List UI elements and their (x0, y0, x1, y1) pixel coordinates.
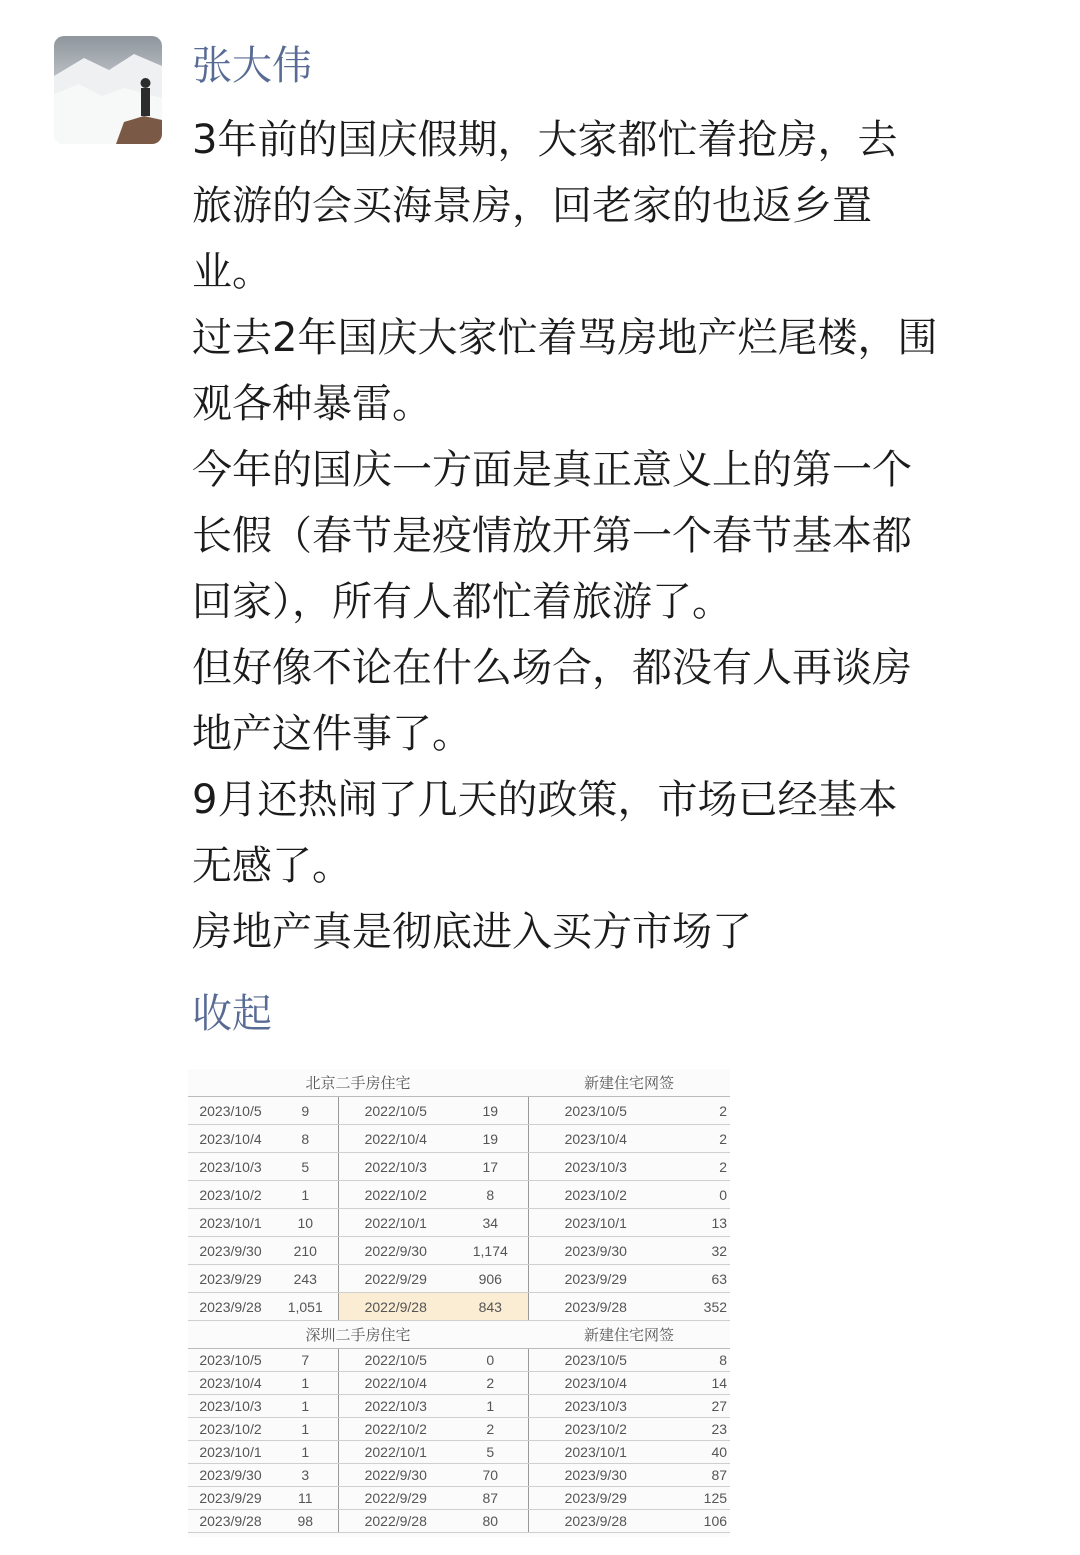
table-cell: 2023/10/5 (188, 1349, 273, 1372)
data-table (188, 1069, 730, 1533)
table-cell: 2 (663, 1125, 730, 1153)
post-line: 今年的国庆一方面是真正意义上的第一个 (192, 447, 912, 493)
table-cell: 19 (453, 1097, 528, 1125)
table-cell: 2022/10/4 (338, 1125, 453, 1153)
table-row (188, 1349, 730, 1372)
table-row (188, 1237, 730, 1265)
table-cell: 2022/10/4 (338, 1372, 453, 1395)
table-cell: 2023/9/30 (528, 1237, 663, 1265)
table-title: 新建住宅网签 (528, 1069, 730, 1097)
table-cell: 2023/9/29 (528, 1265, 663, 1293)
table-cell: 70 (453, 1464, 528, 1487)
table-cell: 2 (453, 1418, 528, 1441)
table-cell: 40 (663, 1441, 730, 1464)
table-title: 北京二手房住宅 (188, 1069, 528, 1097)
post-line: 回家），所有人都忙着旅游了。 (192, 579, 732, 625)
table-cell: 32 (663, 1237, 730, 1265)
table-cell: 14 (663, 1372, 730, 1395)
table-row (188, 1464, 730, 1487)
post-line: 地产这件事了。 (192, 711, 472, 757)
table-cell: 3 (273, 1464, 338, 1487)
table-row (188, 1153, 730, 1181)
table-cell: 1 (273, 1418, 338, 1441)
table-cell: 2 (663, 1153, 730, 1181)
table-cell: 2023/10/4 (528, 1372, 663, 1395)
avatar-image (54, 36, 162, 144)
table-cell: 906 (453, 1265, 528, 1293)
avatar[interactable] (54, 36, 162, 144)
table-cell: 5 (453, 1441, 528, 1464)
table-header-row (188, 1321, 730, 1349)
table-cell: 2023/10/5 (188, 1097, 273, 1125)
post-line: 长假（春节是疫情放开第一个春节基本都 (192, 513, 912, 559)
table-row (188, 1487, 730, 1510)
table-cell: 5 (273, 1153, 338, 1181)
table-cell: 2023/10/1 (188, 1209, 273, 1237)
table-cell: 2023/9/30 (188, 1464, 273, 1487)
table-cell: 2023/10/3 (528, 1153, 663, 1181)
table-cell: 2023/9/29 (188, 1487, 273, 1510)
table-row (188, 1209, 730, 1237)
table-cell: 210 (273, 1237, 338, 1265)
post-line: 业。 (192, 249, 272, 295)
table-row (188, 1265, 730, 1293)
table-cell: 2023/10/4 (188, 1372, 273, 1395)
table-row (188, 1418, 730, 1441)
table-cell: 2022/9/30 (338, 1237, 453, 1265)
table-cell: 0 (453, 1349, 528, 1372)
table-cell: 2023/10/3 (528, 1395, 663, 1418)
table-cell: 2022/9/29 (338, 1265, 453, 1293)
table-cell: 2023/10/2 (528, 1181, 663, 1209)
table-cell: 2023/10/3 (188, 1153, 273, 1181)
table-cell: 843 (453, 1293, 528, 1321)
table-cell: 2022/10/3 (338, 1153, 453, 1181)
table-cell: 2022/9/30 (338, 1464, 453, 1487)
table-cell: 34 (453, 1209, 528, 1237)
table-cell: 2023/10/1 (188, 1441, 273, 1464)
table-cell: 2023/10/2 (528, 1418, 663, 1441)
table-row (188, 1293, 730, 1321)
table-cell: 1 (273, 1395, 338, 1418)
table-cell: 243 (273, 1265, 338, 1293)
post-line: 观各种暴雷。 (192, 381, 432, 427)
table-cell: 2022/9/28 (338, 1293, 453, 1321)
table-cell: 352 (663, 1293, 730, 1321)
table-cell: 2023/10/3 (188, 1395, 273, 1418)
table-cell: 106 (663, 1510, 730, 1533)
table-cell: 0 (663, 1181, 730, 1209)
table-row (188, 1395, 730, 1418)
table-cell: 2 (663, 1097, 730, 1125)
table-cell: 19 (453, 1125, 528, 1153)
attached-image[interactable] (188, 1069, 730, 1537)
table-cell: 2023/9/30 (528, 1464, 663, 1487)
table-cell: 2022/9/28 (338, 1510, 453, 1533)
post-line: 9月还热闹了几天的政策，市场已经基本 (192, 777, 898, 823)
table-cell: 27 (663, 1395, 730, 1418)
table-cell: 98 (273, 1510, 338, 1533)
table-cell: 125 (663, 1487, 730, 1510)
table-cell: 2023/10/5 (528, 1097, 663, 1125)
table-title: 深圳二手房住宅 (188, 1321, 528, 1349)
post-line: 旅游的会买海景房，回老家的也返乡置 (192, 183, 872, 229)
table-cell: 2022/10/5 (338, 1349, 453, 1372)
table-cell: 2023/9/29 (528, 1487, 663, 1510)
table-cell: 2023/9/28 (188, 1510, 273, 1533)
table-cell: 17 (453, 1153, 528, 1181)
post-line: 但好像不论在什么场合，都没有人再谈房 (192, 645, 912, 691)
table-row (188, 1372, 730, 1395)
post-line: 房地产真是彻底进入买方市场了 (192, 909, 752, 955)
table-row (188, 1125, 730, 1153)
table-cell: 2022/10/2 (338, 1418, 453, 1441)
table-header-row (188, 1069, 730, 1097)
table-cell: 80 (453, 1510, 528, 1533)
table-cell: 2023/9/28 (528, 1510, 663, 1533)
table-cell: 1 (273, 1441, 338, 1464)
table-cell: 2022/10/1 (338, 1209, 453, 1237)
table-cell: 1,051 (273, 1293, 338, 1321)
table-cell: 2023/10/4 (188, 1125, 273, 1153)
table-cell: 2023/9/29 (188, 1265, 273, 1293)
table-cell: 87 (663, 1464, 730, 1487)
table-cell: 2023/9/28 (528, 1293, 663, 1321)
author-name[interactable]: 张大伟 (192, 43, 312, 89)
table-cell: 8 (273, 1125, 338, 1153)
table-cell: 2 (453, 1372, 528, 1395)
table-cell: 2023/10/4 (528, 1125, 663, 1153)
table-cell: 2022/10/2 (338, 1181, 453, 1209)
post-line: 3年前的国庆假期，大家都忙着抢房，去 (192, 117, 898, 163)
table-cell: 2023/9/30 (188, 1237, 273, 1265)
table-cell: 1,174 (453, 1237, 528, 1265)
table-cell: 13 (663, 1209, 730, 1237)
table-row (188, 1510, 730, 1533)
table-cell: 1 (273, 1181, 338, 1209)
table-cell: 2022/10/3 (338, 1395, 453, 1418)
collapse-link[interactable]: 收起 (192, 991, 272, 1037)
table-row (188, 1181, 730, 1209)
table-cell: 23 (663, 1418, 730, 1441)
table-cell: 2023/10/2 (188, 1181, 273, 1209)
table-row (188, 1097, 730, 1125)
table-cell: 1 (273, 1372, 338, 1395)
table-cell: 9 (273, 1097, 338, 1125)
table-title: 新建住宅网签 (528, 1321, 730, 1349)
post-line: 无感了。 (192, 843, 352, 889)
post-text (192, 107, 1052, 965)
table-cell: 2022/9/29 (338, 1487, 453, 1510)
table-cell: 2023/10/2 (188, 1418, 273, 1441)
table-cell: 2022/10/5 (338, 1097, 453, 1125)
table-cell: 2023/9/28 (188, 1293, 273, 1321)
table-cell: 7 (273, 1349, 338, 1372)
table-cell: 2023/10/1 (528, 1441, 663, 1464)
table-cell: 8 (453, 1181, 528, 1209)
table-cell: 2023/10/1 (528, 1209, 663, 1237)
table-cell: 1 (453, 1395, 528, 1418)
table-cell: 11 (273, 1487, 338, 1510)
table-cell: 87 (453, 1487, 528, 1510)
post-line: 过去2年国庆大家忙着骂房地产烂尾楼，围 (192, 315, 938, 361)
table-cell: 2022/10/1 (338, 1441, 453, 1464)
table-row (188, 1441, 730, 1464)
table-cell: 63 (663, 1265, 730, 1293)
table-cell: 8 (663, 1349, 730, 1372)
table-cell: 2023/10/5 (528, 1349, 663, 1372)
table-cell: 10 (273, 1209, 338, 1237)
